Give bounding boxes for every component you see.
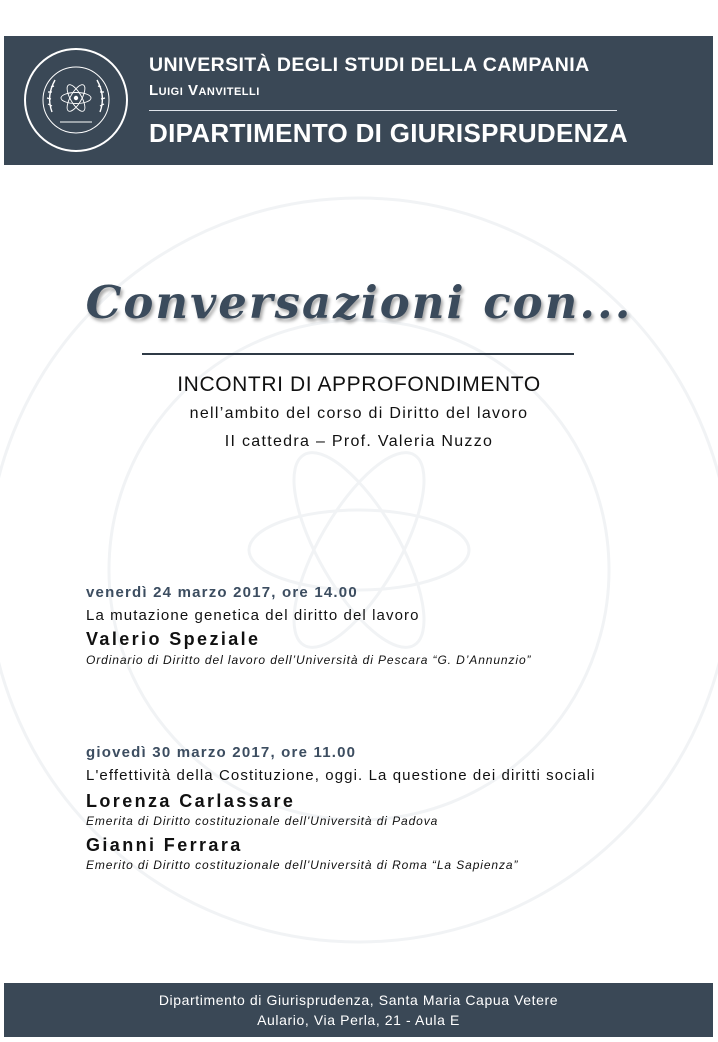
- event-2-speaker-1-name: Lorenza Carlassare: [86, 791, 296, 811]
- header-banner: [4, 36, 713, 165]
- university-subtitle: Luigi Vanvitelli: [149, 82, 260, 99]
- title-divider: [142, 353, 574, 355]
- event-2-speaker-2-name: Gianni Ferrara: [86, 835, 243, 855]
- course-line: nell’ambito del corso di Diritto del lavoro: [189, 405, 529, 422]
- event-2-speaker-2-role: Emerito di Diritto costituzionale dell'Università di Roma “La Sapienza”: [86, 858, 519, 872]
- event-2-date: giovedì 30 marzo 2017, ore 11.00: [86, 744, 357, 761]
- university-seal-icon: [22, 46, 130, 154]
- event-1-speaker-name: Valerio Speziale: [86, 629, 261, 649]
- series-heading: INCONTRI DI APPROFONDIMENTO: [177, 373, 541, 396]
- event-2-speaker-1-role: Emerita di Diritto costituzionale dell'Università di Padova: [86, 814, 439, 828]
- footer-venue: Dipartimento di Giurisprudenza, Santa Maria Capua Vetere: [158, 992, 559, 1008]
- university-name: UNIVERSITÀ DEGLI STUDI DELLA CAMPANIA: [149, 54, 590, 76]
- page-title: Conversazioni con...: [85, 276, 633, 329]
- footer-banner: [4, 983, 713, 1037]
- event-2-topic: L'effettività della Costituzione, oggi. La questione dei diritti sociali: [86, 767, 596, 784]
- footer-address: Aulario, Via Perla, 21 - Aula E: [257, 1012, 460, 1028]
- chair-line: II cattedra – Prof. Valeria Nuzzo: [224, 433, 494, 450]
- header-divider: [149, 110, 617, 111]
- event-1-topic: La mutazione genetica del diritto del lavoro: [86, 607, 420, 624]
- event-1-speaker-role: Ordinario di Diritto del lavoro dell’Università di Pescara “G. D’Annunzio”: [86, 653, 532, 667]
- department-name: DIPARTIMENTO DI GIURISPRUDENZA: [149, 118, 628, 148]
- event-1-date: venerdì 24 marzo 2017, ore 14.00: [86, 584, 358, 601]
